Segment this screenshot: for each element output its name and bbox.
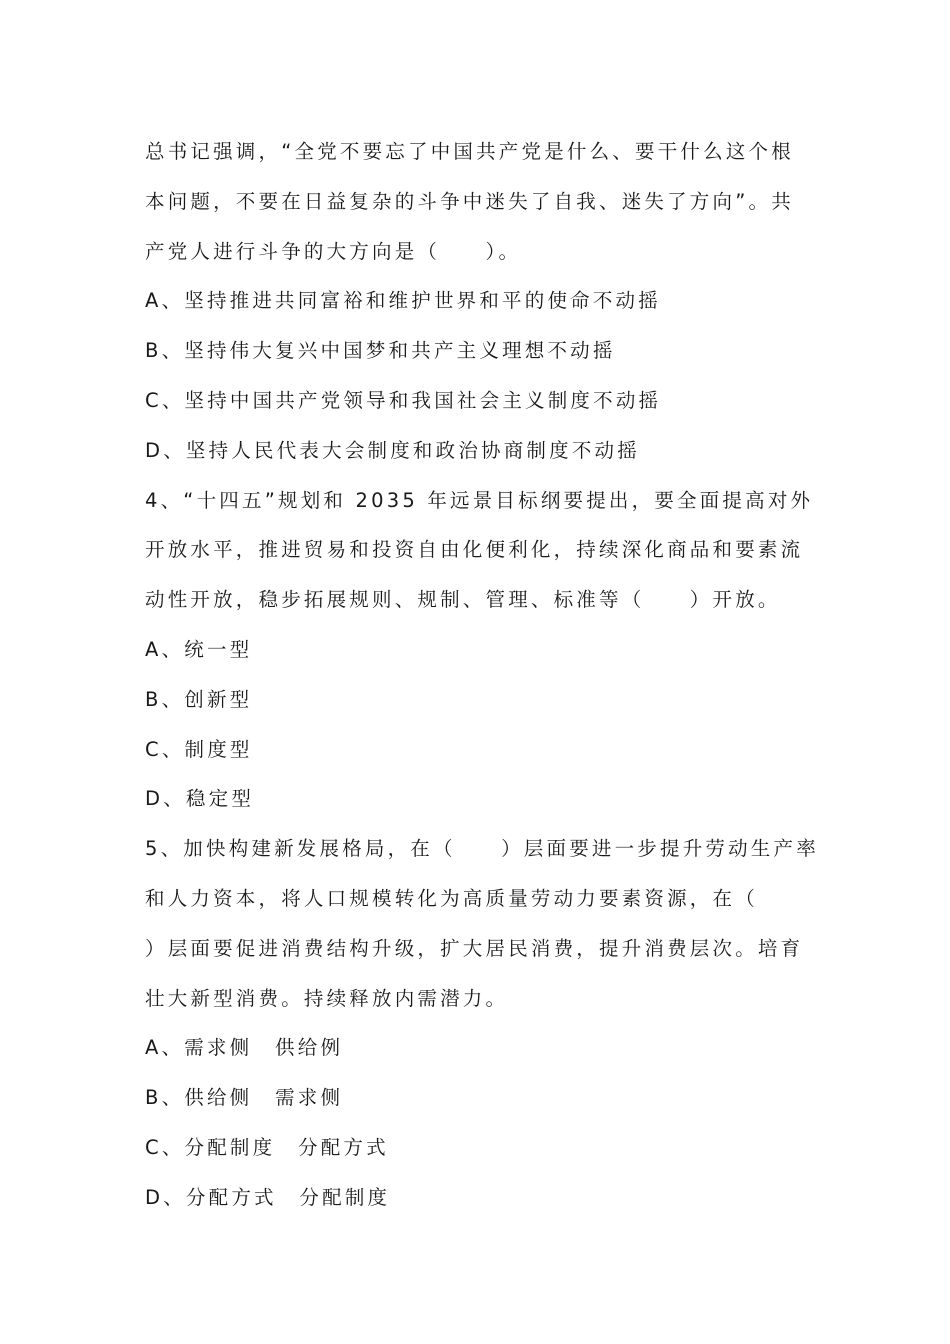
question-5-option-c: C、分配制度 分配方式: [145, 1135, 389, 1159]
question-4-option-d: D、稳定型: [145, 787, 255, 811]
question-4-option-a: A、统一型: [145, 637, 253, 661]
question-3-option-a: A、坚持推进共同富裕和维护世界和平的使命不动摇: [145, 289, 661, 313]
question-3-stem-line-3: 产党人进行斗争的大方向是（ ）。: [145, 239, 522, 263]
question-5-option-d: D、分配方式 分配制度: [145, 1185, 391, 1209]
document-body: [145, 127, 819, 1223]
question-4-stem-line-1: 4、“十四五”规划和 2035 年远景目标纲要提出，要全面提高对外: [145, 488, 814, 512]
question-3-option-b: B、坚持伟大复兴中国梦和共产主义理想不动摇: [145, 339, 616, 363]
question-5-stem-line-3: ）层面要促进消费结构升级，扩大居民消费，提升消费层次。培育: [145, 936, 804, 960]
question-4-option-c: C、制度型: [145, 737, 253, 761]
question-3: [145, 127, 810, 476]
question-3-option-c: C、坚持中国共产党领导和我国社会主义制度不动摇: [145, 388, 662, 412]
question-4: [145, 476, 814, 825]
question-4-stem-line-3: 动性开放，稳步拓展规则、规制、管理、标准等（ ）开放。: [145, 588, 781, 612]
question-5-option-b: B、供给侧 需求侧: [145, 1086, 344, 1110]
question-3-option-d: D、坚持人民代表大会制度和政治协商制度不动摇: [145, 438, 640, 462]
question-4-option-b: B、创新型: [145, 687, 253, 711]
question-5: [145, 824, 819, 1222]
question-5-stem-line-2: 和人力资本，将人口规模转化为高质量劳动力要素资源，在（: [145, 886, 758, 910]
question-3-stem-line-1: 总书记强调，“全党不要忘了中国共产党是什么、要干什么这个根: [145, 140, 794, 163]
question-5-option-a: A、需求侧 供给例: [145, 1036, 344, 1060]
question-4-stem-line-2: 开放水平，推进贸易和投资自由化便利化，持续深化商品和要素流: [145, 538, 804, 562]
question-5-stem-line-1: 5、加快构建新发展格局，在（ ）层面要进一步提升劳动生产率: [145, 837, 819, 861]
question-3-stem-line-2: 本问题，不要在日益复杂的斗争中迷失了自我、迷失了方向”。共: [145, 189, 794, 213]
question-5-stem-line-4: 壮大新型消费。持续释放内需潜力。: [145, 986, 509, 1010]
